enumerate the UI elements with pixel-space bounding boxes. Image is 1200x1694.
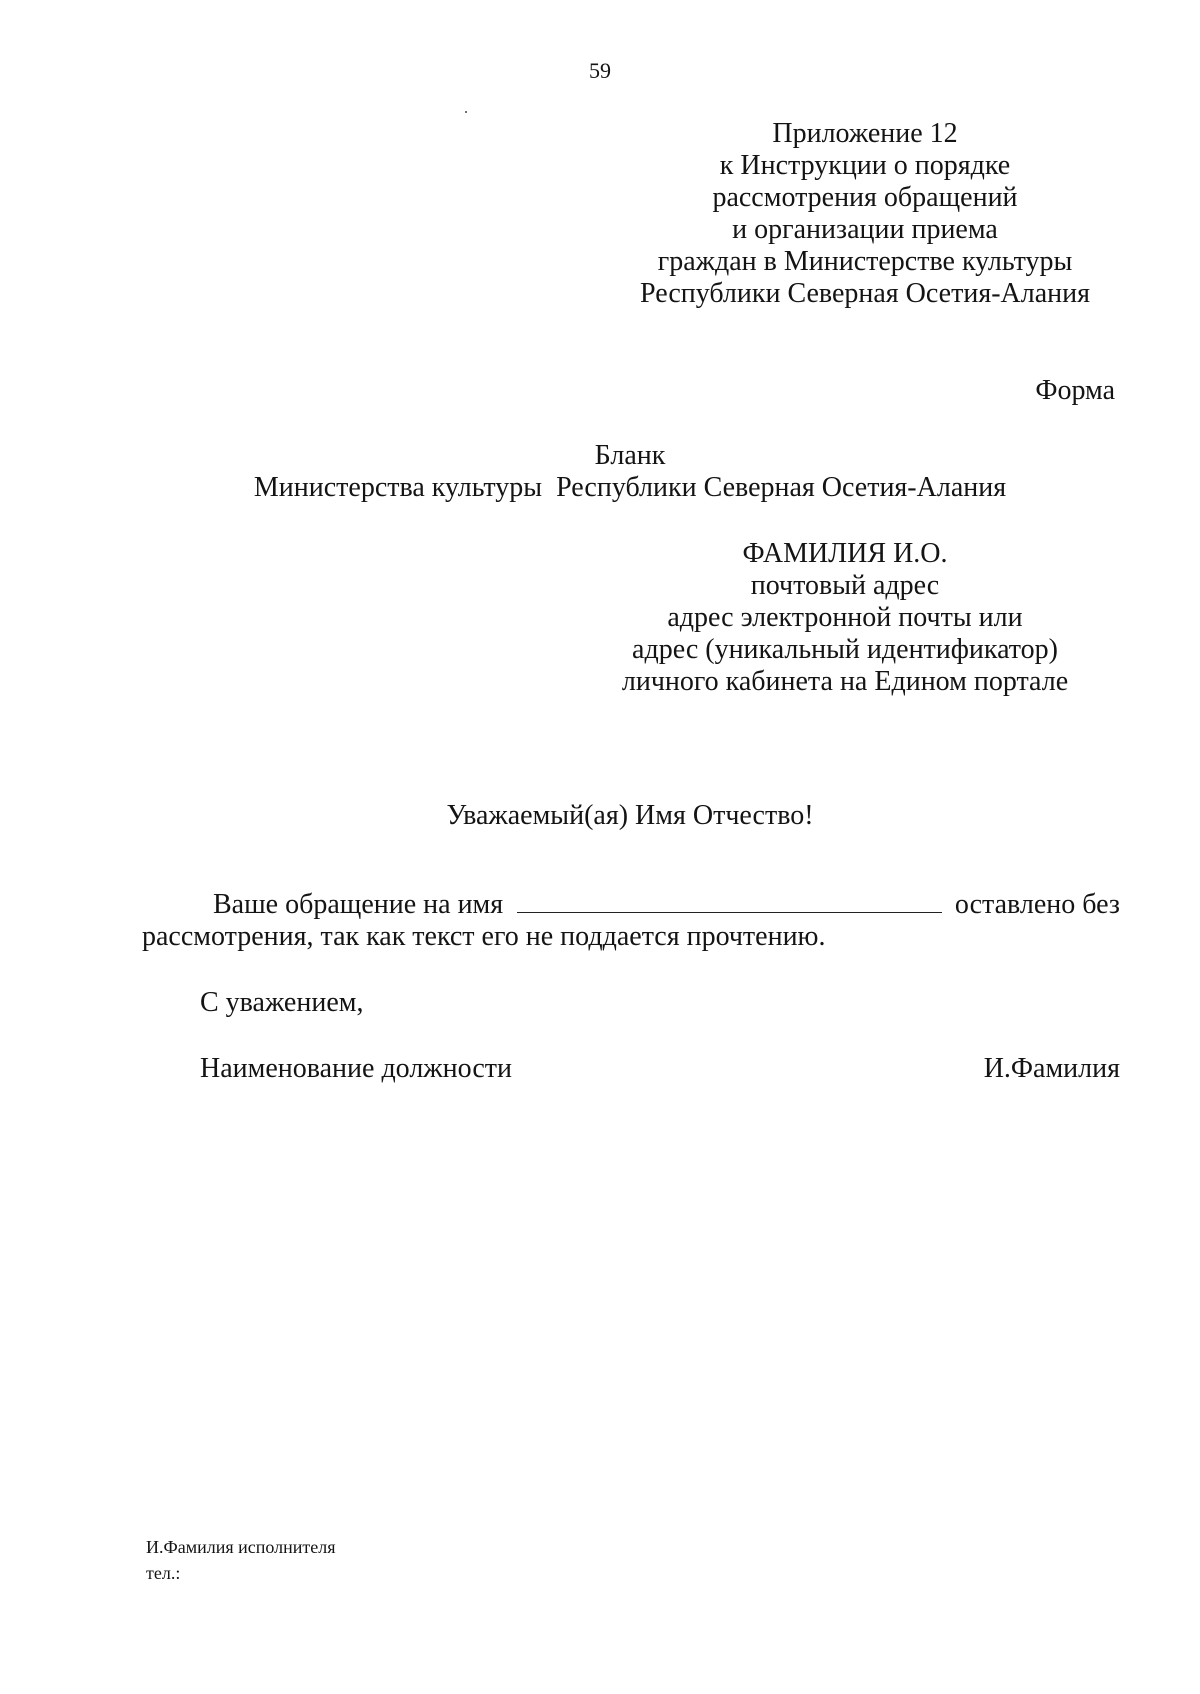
- body-line-1-end: оставлено без: [954, 889, 1120, 920]
- signature-row: [200, 1053, 1120, 1085]
- appendix-line: Приложение 12: [772, 118, 958, 149]
- recipient-line: личного кабинета на Едином портале: [621, 666, 1069, 697]
- page-number: 59: [589, 58, 611, 83]
- executor-block: [146, 1534, 336, 1586]
- executor-phone: тел.:: [146, 1563, 181, 1583]
- letterhead-line: Министерства культуры Республики Северная Осетия-Алания: [253, 472, 1007, 503]
- recipient-line: ФАМИЛИЯ И.О.: [742, 538, 948, 569]
- signer-name: И.Фамилия: [983, 1053, 1120, 1084]
- recipient-line: адрес (уникальный идентификатор): [632, 634, 1058, 665]
- scan-speck: [465, 111, 467, 113]
- signer-position: Наименование должности: [200, 1053, 512, 1084]
- body-line-1: [142, 886, 1120, 921]
- recipient-line: почтовый адрес: [750, 570, 940, 601]
- letterhead: [200, 440, 1060, 504]
- appendix-line: к Инструкции о порядке: [719, 150, 1011, 181]
- appendix-line: граждан в Министерстве культуры: [657, 246, 1073, 277]
- recipient-line: адрес электронной почты или: [667, 602, 1023, 633]
- closing: С уважением,: [200, 987, 364, 1018]
- addressee-blank-field: [517, 886, 942, 913]
- letterhead-line: Бланк: [594, 440, 666, 471]
- body-paragraph: [142, 886, 1120, 953]
- executor-name: И.Фамилия исполнителя: [146, 1537, 336, 1557]
- body-line-2: рассмотрения, так как текст его не поддается прочтению.: [142, 921, 826, 952]
- body-line-1-start: Ваше обращение на имя: [213, 889, 504, 920]
- form-label: Форма: [1035, 375, 1115, 406]
- appendix-header: [600, 118, 1130, 310]
- appendix-line: и организации приема: [732, 214, 998, 245]
- greeting: Уважаемый(ая) Имя Отчество!: [446, 800, 814, 831]
- recipient-block: [560, 538, 1130, 698]
- appendix-line: Республики Северная Осетия-Алания: [640, 278, 1090, 309]
- appendix-line: рассмотрения обращений: [712, 182, 1018, 213]
